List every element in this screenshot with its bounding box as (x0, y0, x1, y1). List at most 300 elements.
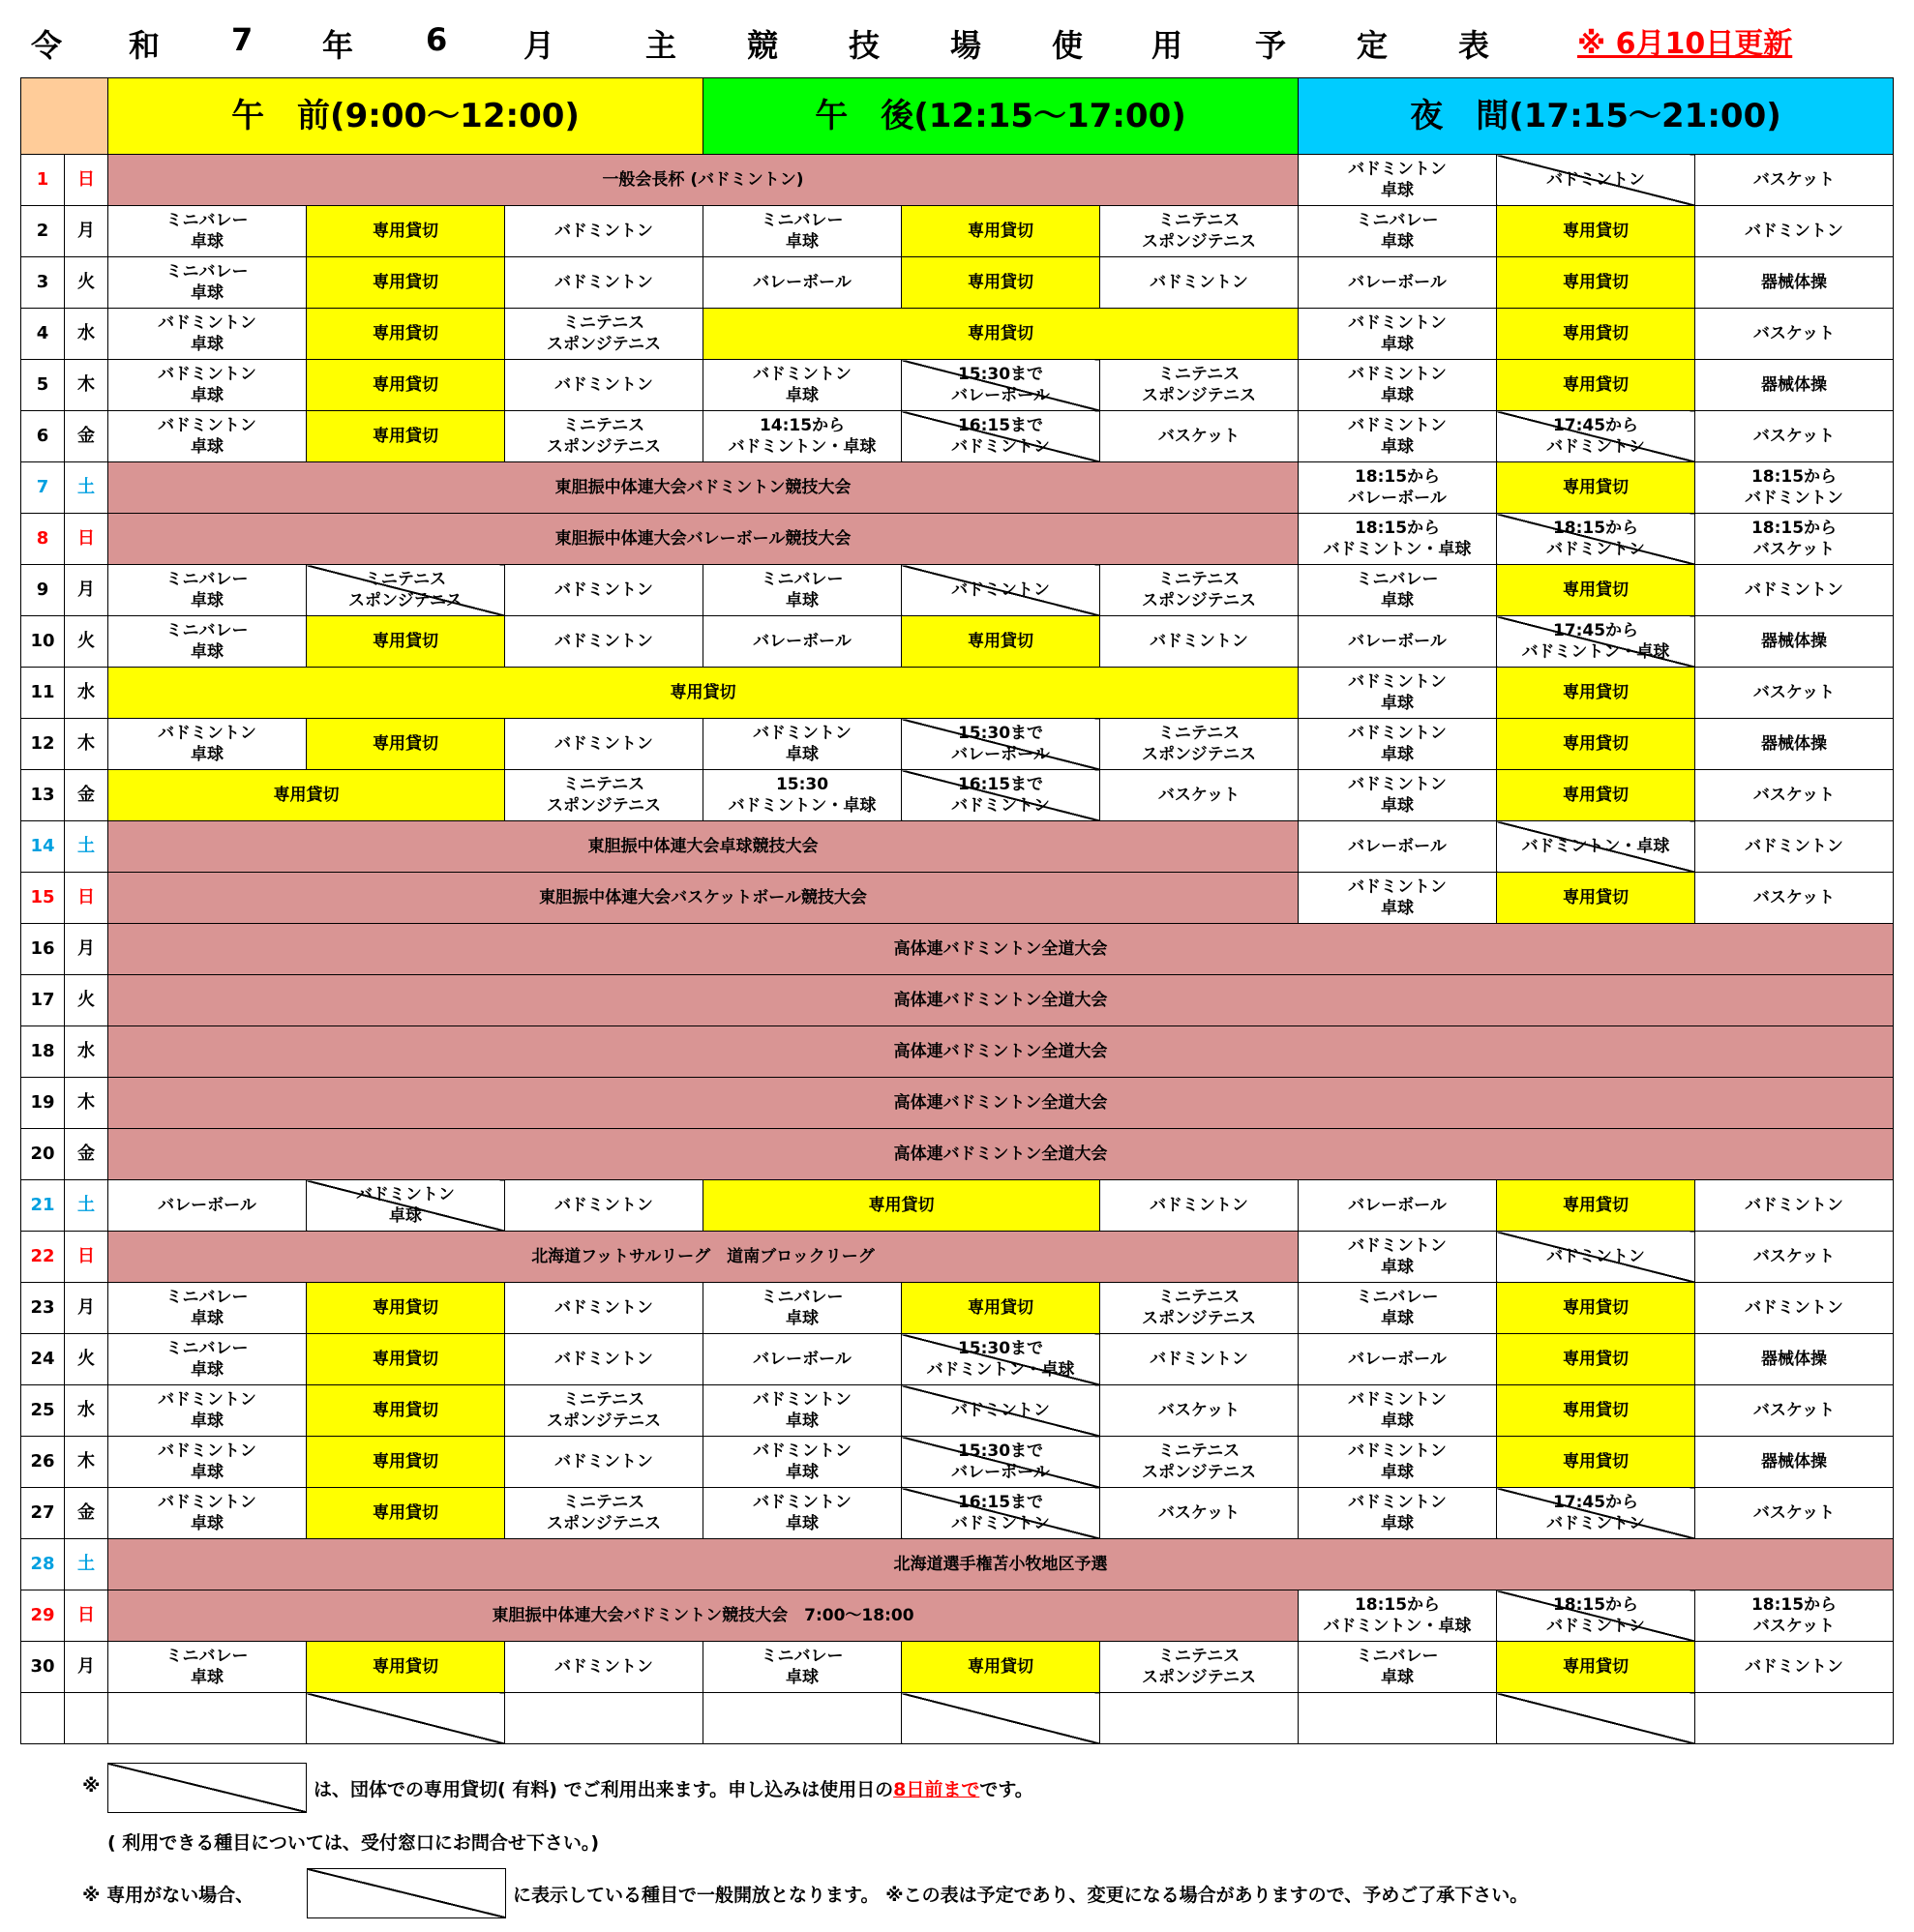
restricted-slot-cell (902, 770, 1100, 821)
slot-cell (108, 1283, 307, 1334)
slot-cell (1299, 1642, 1497, 1693)
title-char: 定 (1357, 27, 1389, 64)
weekday (65, 1693, 108, 1744)
slot-text: ミニテニス スポンジテニス (1142, 211, 1256, 252)
weekday: 月 (65, 924, 108, 975)
slot-text: 18:15から バドミントン・卓球 (1323, 519, 1472, 559)
slot-cell (1695, 1283, 1894, 1334)
slot-cell (108, 1488, 307, 1539)
slot-text: バレーボール (1348, 837, 1447, 856)
slot-text: 専用貸切 (1563, 888, 1629, 907)
restricted-slot-cell (902, 565, 1100, 616)
slot-text: バドミントン 卓球 (158, 724, 256, 764)
slot-cell (902, 257, 1100, 309)
slot-text: 高体連バドミントン全道大会 (893, 939, 1108, 959)
slot-cell (505, 1283, 703, 1334)
schedule-row (21, 1693, 1894, 1744)
day-number: 20 (21, 1129, 65, 1180)
slot-text: ミニテニス スポンジテニス (1142, 1442, 1256, 1482)
weekday: 木 (65, 1078, 108, 1129)
slot-cell (1299, 411, 1497, 462)
day-number: 18 (21, 1026, 65, 1078)
schedule-row (21, 1129, 1894, 1180)
day-number: 15 (21, 873, 65, 924)
slot-cell (1695, 821, 1894, 873)
header-afternoon: 午 後(12:15～17:00) (703, 78, 1299, 155)
weekday: 火 (65, 257, 108, 309)
slot-text: バドミントン (1546, 1247, 1645, 1266)
slot-text: バスケット (1752, 786, 1836, 805)
slot-cell (1695, 206, 1894, 257)
weekday: 木 (65, 360, 108, 411)
slot-text: 専用貸切 (1563, 273, 1629, 292)
weekday: 木 (65, 719, 108, 770)
slot-text: 専用貸切 (373, 1350, 438, 1369)
slot-text: 15:30まで バレーボール (951, 365, 1050, 405)
slot-text: ミニバレー 卓球 (165, 1288, 249, 1328)
header-row (21, 78, 1894, 155)
slot-cell (108, 616, 307, 668)
slot-text: ミニテニス スポンジテニス (1142, 365, 1256, 405)
slot-text: バスケット (1752, 324, 1836, 343)
slot-text: 専用貸切 (670, 683, 736, 702)
restricted-slot-cell (902, 411, 1100, 462)
schedule-row (21, 1232, 1894, 1283)
slot-text: ミニバレー 卓球 (761, 211, 844, 252)
slot-cell (108, 1590, 1299, 1642)
weekday: 月 (65, 565, 108, 616)
slot-text: バスケット (1752, 683, 1836, 702)
deadline-note: 8日前まで (893, 1779, 980, 1800)
slot-cell (1100, 1385, 1299, 1437)
slot-cell (1695, 770, 1894, 821)
slot-cell (108, 462, 1299, 514)
slot-cell (902, 616, 1100, 668)
day-number: 5 (21, 360, 65, 411)
slot-cell (1497, 309, 1695, 360)
schedule-row (21, 462, 1894, 514)
slot-cell (108, 155, 1299, 206)
title-char: 令 (31, 27, 63, 64)
slot-text: バドミントン 卓球 (753, 365, 852, 405)
slot-cell (307, 1642, 505, 1693)
slot-cell (505, 1334, 703, 1385)
slot-cell (1695, 1642, 1894, 1693)
slot-text: バレーボール (1348, 273, 1447, 292)
slot-text: ミニテニス スポンジテニス (547, 416, 661, 457)
slot-cell (108, 257, 307, 309)
slot-text: バドミントン (951, 580, 1050, 600)
slot-cell (703, 1437, 902, 1488)
schedule-row (21, 719, 1894, 770)
day-number: 22 (21, 1232, 65, 1283)
restricted-slot-cell (902, 1385, 1100, 1437)
slot-cell (307, 206, 505, 257)
slot-cell (1497, 257, 1695, 309)
schedule-row (21, 1590, 1894, 1642)
slot-text: 18:15から バスケット (1750, 519, 1838, 559)
slot-cell (1299, 1283, 1497, 1334)
footer-line-1-text: は、団体での専用貸切( 有料) でご利用出来ます。申し込みは使用日の (314, 1779, 894, 1800)
day-number: 17 (21, 975, 65, 1026)
slot-text: バスケット (1157, 786, 1241, 805)
slot-cell (1695, 616, 1894, 668)
slot-cell (703, 1180, 1100, 1232)
slot-cell (1299, 1232, 1497, 1283)
restricted-slot-cell (1497, 411, 1695, 462)
slot-text: 高体連バドミントン全道大会 (893, 1144, 1108, 1164)
slot-cell (307, 1334, 505, 1385)
slot-text: バドミントン 卓球 (753, 724, 852, 764)
slot-cell (1695, 1180, 1894, 1232)
schedule-row (21, 206, 1894, 257)
slot-text: ミニバレー 卓球 (165, 211, 249, 252)
day-number: 11 (21, 668, 65, 719)
slot-text: 18:15から バドミントン (1546, 1595, 1645, 1636)
slot-cell (1497, 1180, 1695, 1232)
slot-text: 器械体操 (1761, 1350, 1827, 1369)
slot-text: ミニテニス スポンジテニス (547, 1390, 661, 1431)
slot-cell (108, 1334, 307, 1385)
slot-cell (505, 565, 703, 616)
slot-text: バドミントン 卓球 (1348, 416, 1447, 457)
slot-text: 専用貸切 (1563, 1298, 1629, 1318)
slot-text: バドミントン (554, 1452, 653, 1471)
slot-text: 専用貸切 (373, 1298, 438, 1318)
weekday: 水 (65, 668, 108, 719)
title-char: 年 (322, 27, 354, 64)
schedule-row (21, 1334, 1894, 1385)
slot-cell (505, 206, 703, 257)
slot-cell (703, 719, 902, 770)
slot-cell (307, 1488, 505, 1539)
slot-text: 専用貸切 (1563, 683, 1629, 702)
slot-cell (703, 1334, 902, 1385)
slot-text: 17:45から バドミントン・卓球 (1521, 621, 1670, 662)
schedule-row (21, 1488, 1894, 1539)
day-number: 1 (21, 155, 65, 206)
slot-text: 専用貸切 (968, 1298, 1033, 1318)
slot-text: バドミントン (554, 632, 653, 651)
slot-text: バドミントン (554, 375, 653, 395)
slot-text: 北海道フットサルリーグ 道南ブロックリーグ (531, 1247, 875, 1266)
slot-cell (1695, 1334, 1894, 1385)
slot-text: バドミントン 卓球 (753, 1493, 852, 1533)
slot-text: 高体連バドミントン全道大会 (893, 1042, 1108, 1061)
schedule-row (21, 616, 1894, 668)
day-number: 16 (21, 924, 65, 975)
slot-cell (703, 1283, 902, 1334)
slot-cell (703, 206, 902, 257)
slot-text: バドミントン 卓球 (158, 1442, 256, 1482)
day-number: 13 (21, 770, 65, 821)
slot-text: バスケット (1752, 1503, 1836, 1523)
slot-text: バスケット (1157, 1503, 1241, 1523)
slot-text: 16:15まで バドミントン (951, 1493, 1050, 1533)
slot-text: 器械体操 (1761, 273, 1827, 292)
slot-cell (108, 770, 505, 821)
slot-cell (1299, 360, 1497, 411)
slot-text: ミニテニス スポンジテニス (348, 570, 463, 610)
slot-cell (703, 1693, 902, 1744)
slot-text: バスケット (1157, 1401, 1241, 1420)
day-number: 21 (21, 1180, 65, 1232)
slot-text: バドミントン (1745, 1196, 1843, 1215)
schedule-row (21, 1026, 1894, 1078)
slot-cell (307, 1283, 505, 1334)
slot-cell (108, 668, 1299, 719)
slot-text: ミニバレー 卓球 (1356, 570, 1439, 610)
slot-cell (1497, 1385, 1695, 1437)
weekday: 土 (65, 1180, 108, 1232)
slot-cell (108, 1642, 307, 1693)
restricted-slot-cell (1497, 155, 1695, 206)
slot-text: バドミントン 卓球 (1348, 1236, 1447, 1277)
slot-text: 17:45から バドミントン (1546, 1493, 1645, 1533)
slot-text: ミニバレー 卓球 (1356, 1647, 1439, 1687)
slot-text: バドミントン (554, 1350, 653, 1369)
slot-text: バドミントン (1745, 837, 1843, 856)
slot-text: 専用貸切 (373, 1401, 438, 1420)
slot-cell (1299, 462, 1497, 514)
slot-cell (1299, 257, 1497, 309)
slot-text: 器械体操 (1761, 632, 1827, 651)
slot-text: バドミントン 卓球 (158, 1390, 256, 1431)
schedule-row (21, 1180, 1894, 1232)
slot-text: バドミントン 卓球 (1348, 1493, 1447, 1533)
day-number: 2 (21, 206, 65, 257)
slot-text: 16:15まで バドミントン (951, 775, 1050, 816)
weekday: 金 (65, 1129, 108, 1180)
slot-cell (1695, 360, 1894, 411)
slot-text: 専用貸切 (968, 632, 1033, 651)
slot-text: 15:30まで バレーボール (951, 1442, 1050, 1482)
slot-cell (1299, 1334, 1497, 1385)
weekday: 月 (65, 1642, 108, 1693)
weekday: 金 (65, 411, 108, 462)
footer-mark-1: ※ (82, 1775, 101, 1797)
title-char: 競 (747, 27, 779, 64)
slot-cell (1497, 770, 1695, 821)
slot-cell (108, 206, 307, 257)
slot-text: バドミントン (1150, 1196, 1248, 1215)
slot-text: ミニバレー 卓球 (761, 570, 844, 610)
slot-cell (1100, 565, 1299, 616)
title-char: 技 (849, 27, 881, 64)
slot-text: 専用貸切 (1563, 734, 1629, 754)
day-number: 4 (21, 309, 65, 360)
slot-cell (1497, 1437, 1695, 1488)
slot-text: バスケット (1752, 888, 1836, 907)
schedule-body (21, 155, 1894, 1744)
day-number: 26 (21, 1437, 65, 1488)
slot-cell (307, 1437, 505, 1488)
slot-cell (505, 411, 703, 462)
weekday: 日 (65, 514, 108, 565)
slot-text: 17:45から バドミントン (1546, 416, 1645, 457)
slot-text: バドミントン 卓球 (1348, 877, 1447, 918)
slot-cell (902, 1642, 1100, 1693)
weekday: 月 (65, 206, 108, 257)
slot-cell (703, 616, 902, 668)
slot-cell (505, 1693, 703, 1744)
corner-cell (21, 78, 108, 155)
slot-cell (1299, 1488, 1497, 1539)
slot-text: バドミントン 卓球 (1348, 724, 1447, 764)
slot-text: バドミントン (554, 1196, 653, 1215)
slot-cell (307, 616, 505, 668)
slot-cell (1299, 873, 1497, 924)
slot-cell (108, 1385, 307, 1437)
slot-cell (1497, 873, 1695, 924)
slot-cell (108, 360, 307, 411)
weekday: 土 (65, 1539, 108, 1590)
day-number: 27 (21, 1488, 65, 1539)
slot-text: バドミントン (1745, 1298, 1843, 1318)
slot-text: 専用貸切 (968, 222, 1033, 241)
slot-cell (108, 1693, 307, 1744)
restricted-slot-cell (902, 360, 1100, 411)
slot-cell (1497, 1642, 1695, 1693)
slot-text: バドミントン (554, 1298, 653, 1318)
restricted-slot-cell (307, 565, 505, 616)
slot-text: 専用貸切 (373, 1657, 438, 1677)
title-char: 使 (1052, 27, 1084, 64)
schedule-row (21, 873, 1894, 924)
slot-text: 東胆振中体連大会バスケットボール競技大会 (539, 888, 867, 907)
schedule-row (21, 1078, 1894, 1129)
slot-cell (307, 360, 505, 411)
slot-cell (703, 411, 902, 462)
schedule-row (21, 257, 1894, 309)
day-number: 6 (21, 411, 65, 462)
slot-cell (108, 975, 1894, 1026)
schedule-row (21, 514, 1894, 565)
slot-cell (1497, 1283, 1695, 1334)
slot-cell (108, 1437, 307, 1488)
slot-text: バドミントン (554, 273, 653, 292)
slot-text: バドミントン (554, 734, 653, 754)
slot-text: バドミントン 卓球 (158, 1493, 256, 1533)
slot-text: バドミントン 卓球 (1348, 1442, 1447, 1482)
slot-cell (1497, 1334, 1695, 1385)
slot-cell (1100, 411, 1299, 462)
title-char: 和 (129, 27, 161, 64)
slot-cell (1100, 1488, 1299, 1539)
slot-text: 北海道選手権苫小牧地区予選 (893, 1555, 1108, 1574)
slot-text: ミニバレー 卓球 (165, 570, 249, 610)
slot-text: 専用貸切 (1563, 1401, 1629, 1420)
slot-cell (1299, 155, 1497, 206)
title-char: 用 (1151, 27, 1183, 64)
restricted-slot-cell (902, 719, 1100, 770)
slot-cell (1100, 257, 1299, 309)
slot-cell (1695, 411, 1894, 462)
slot-cell (1299, 1385, 1497, 1437)
slot-cell (1299, 565, 1497, 616)
slot-text: ミニバレー 卓球 (165, 621, 249, 662)
schedule-row (21, 565, 1894, 616)
slot-text: ミニバレー 卓球 (761, 1288, 844, 1328)
slot-cell (108, 1539, 1894, 1590)
slot-text: バドミントン 卓球 (158, 416, 256, 457)
slot-text: 専用貸切 (1563, 1350, 1629, 1369)
slot-cell (307, 411, 505, 462)
slot-cell (108, 1232, 1299, 1283)
day-number: 9 (21, 565, 65, 616)
schedule-row (21, 309, 1894, 360)
slot-cell (902, 1283, 1100, 1334)
slot-cell (505, 309, 703, 360)
weekday: 火 (65, 1334, 108, 1385)
slot-cell (703, 257, 902, 309)
slot-text: 器械体操 (1761, 1452, 1827, 1471)
footer-line-1 (314, 1775, 1033, 1801)
slot-text: バドミントン (554, 222, 653, 241)
slot-text: バドミントン 卓球 (1348, 365, 1447, 405)
schedule-row (21, 411, 1894, 462)
restricted-slot-cell (1497, 1693, 1695, 1744)
page-title (21, 14, 1560, 74)
slot-text: バドミントン 卓球 (158, 313, 256, 354)
schedule-row (21, 1539, 1894, 1590)
slot-cell (1695, 309, 1894, 360)
slot-text: バドミントン (554, 580, 653, 600)
weekday: 水 (65, 1026, 108, 1078)
slot-text: 専用貸切 (1563, 786, 1629, 805)
schedule-row (21, 360, 1894, 411)
slot-cell (307, 1385, 505, 1437)
slot-text: 器械体操 (1761, 375, 1827, 395)
slot-text: 18:15から バスケット (1750, 1595, 1838, 1636)
schedule-row (21, 821, 1894, 873)
slot-text: バスケット (1752, 427, 1836, 446)
day-number: 12 (21, 719, 65, 770)
slot-cell (703, 309, 1299, 360)
slot-cell (108, 719, 307, 770)
slot-text: 専用貸切 (968, 324, 1033, 343)
weekday: 水 (65, 309, 108, 360)
slot-text: ミニバレー 卓球 (165, 1647, 249, 1687)
slot-text: バドミントン (1745, 222, 1843, 241)
slot-text: 18:15から バドミントン・卓球 (1323, 1595, 1472, 1636)
slot-cell (1695, 719, 1894, 770)
slot-text: 専用貸切 (373, 375, 438, 395)
slot-text: バレーボール (753, 1350, 852, 1369)
slot-cell (1299, 821, 1497, 873)
slot-text: ミニテニス スポンジテニス (1142, 1288, 1256, 1328)
slot-cell (1299, 719, 1497, 770)
slot-cell (1299, 616, 1497, 668)
day-number: 7 (21, 462, 65, 514)
slot-text: ミニバレー 卓球 (1356, 211, 1439, 252)
day-number: 28 (21, 1539, 65, 1590)
slot-cell (1100, 1334, 1299, 1385)
schedule-row (21, 770, 1894, 821)
slot-cell (1299, 1590, 1497, 1642)
footer-line-3-pre: ※ 専用がない場合、 (82, 1885, 254, 1906)
slot-cell (1100, 1180, 1299, 1232)
restricted-slot-cell (307, 1693, 505, 1744)
slot-cell (1299, 770, 1497, 821)
slot-cell (1299, 668, 1497, 719)
slot-text: 専用貸切 (373, 1452, 438, 1471)
slot-cell (1497, 719, 1695, 770)
slot-cell (1695, 155, 1894, 206)
slot-text: 専用貸切 (1563, 1452, 1629, 1471)
slot-text: 専用貸切 (1563, 1657, 1629, 1677)
slot-cell (108, 514, 1299, 565)
